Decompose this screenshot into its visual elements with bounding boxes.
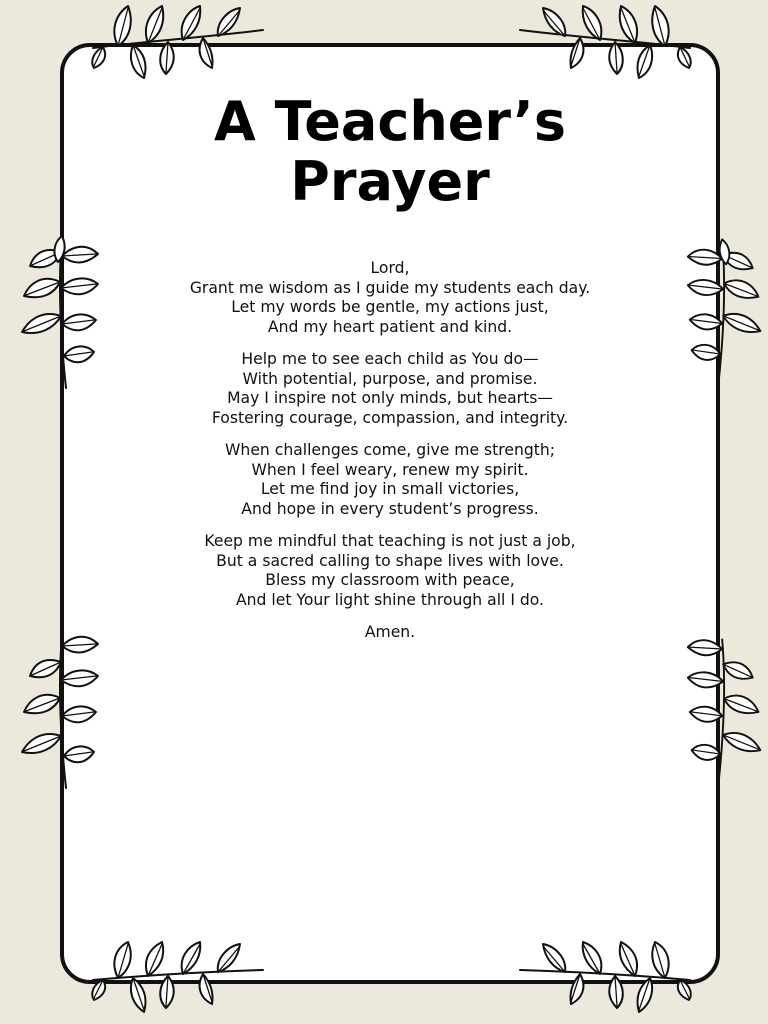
stanza [60,441,720,519]
prayer-line: And hope in every student’s progress. [241,499,539,518]
prayer-line: Let my words be gentle, my actions just, [231,298,549,316]
stanza [60,532,720,610]
leaf-vine-icon [515,2,695,80]
page-title [60,92,720,212]
amen-line: Amen. [364,623,416,641]
leaf-vine-icon [515,940,695,1018]
prayer-line: Grant me wisdom as I guide my students each day. [189,278,591,297]
leaf-vine-icon [88,940,268,1018]
prayer-line: When challenges come, give me strength; [225,441,555,459]
prayer-line: Lord, [370,259,410,277]
prayer-line: Keep me mindful that teaching is not just a job, [204,532,576,550]
title-line-1: A Teacher’s [214,90,566,153]
stanza [60,350,720,428]
prayer-line: Let me find joy in small victories, [260,480,520,498]
prayer-text [60,259,720,656]
prayer-line: Help me to see each child as You do— [241,350,539,368]
prayer-line: With potential, purpose, and promise. [242,369,538,388]
prayer-line: Bless my classroom with peace, [265,571,515,589]
prayer-line: May I inspire not only minds, but hearts— [227,389,553,407]
prayer-line: When I feel weary, renew my spirit. [251,460,529,479]
stanza [60,259,720,337]
leaf-vine-icon [684,632,768,792]
leaf-vine-icon [14,632,102,792]
stanza-closing [60,623,720,643]
prayer-line: Fostering courage, compassion, and integrity. [211,408,569,427]
leaf-vine-icon [88,2,268,80]
prayer-line: But a sacred calling to shape lives with love. [216,551,564,570]
title-line-2: Prayer [290,150,490,213]
prayer-line: And my heart patient and kind. [267,317,513,336]
prayer-line: And let Your light shine through all I do. [235,590,545,609]
